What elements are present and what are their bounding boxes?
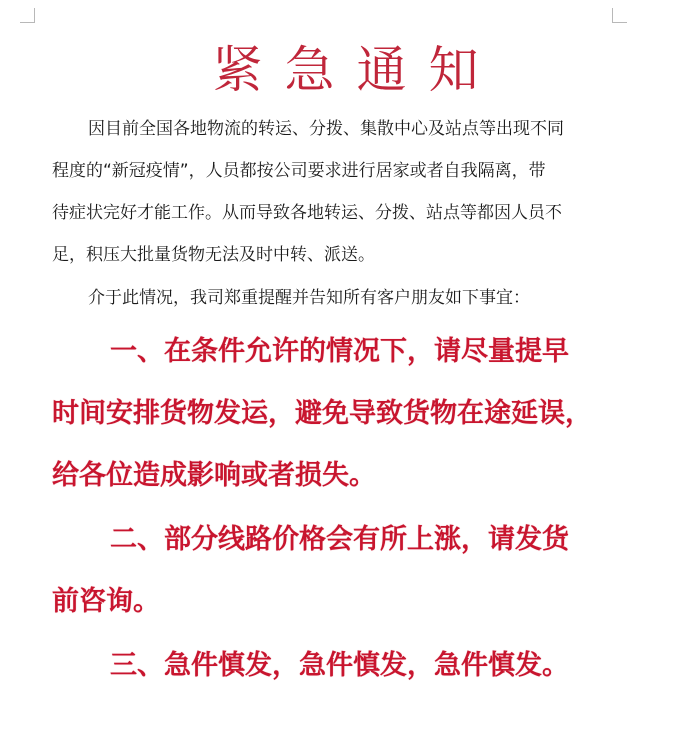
page-corner-mark-right xyxy=(612,8,627,23)
intro-line-4: 足，积压大批量货物无法及时中转、派送。 xyxy=(52,245,375,265)
point-two-line-2: 前咨询。 xyxy=(52,586,160,617)
intro-line-2: 程度的“新冠疫情”，人员都按公司要求进行居家或者自我隔离，带 xyxy=(52,161,546,181)
point-three-line: 三、急件慎发，急件慎发，急件慎发。 xyxy=(110,650,569,681)
intro-line-1: 因目前全国各地物流的转运、分拨、集散中心及站点等出现不同 xyxy=(88,119,564,139)
page-corner-mark-left xyxy=(20,8,35,23)
lead-line: 介于此情况，我司郑重提醒并告知所有客户朋友如下事宜： xyxy=(88,288,530,308)
notice-title: 紧急通知 xyxy=(212,41,501,99)
intro-line-3: 待症状完好才能工作。从而导致各地转运、分拨、站点等都因人员不 xyxy=(52,203,562,223)
point-one-line-2: 时间安排货物发运，避免导致货物在途延误， xyxy=(52,398,592,429)
point-two-line-1: 二、部分线路价格会有所上涨，请发货 xyxy=(110,524,569,555)
point-one-line-1: 一、在条件允许的情况下，请尽量提早 xyxy=(110,336,569,367)
point-one-line-3: 给各位造成影响或者损失。 xyxy=(52,460,376,491)
